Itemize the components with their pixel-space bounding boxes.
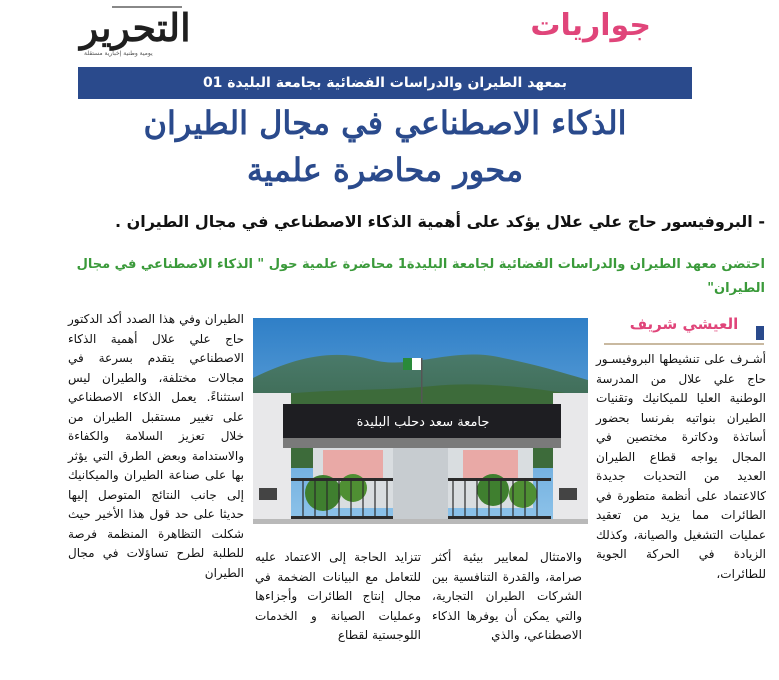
kicker-banner: بمعهد الطيران والدراسات الفضائية بجامعة البليدة 01: [78, 67, 692, 99]
column-text: والامتثال لمعايير بيئية أكثر صرامة، والقدرة التنافسية بين الشركات الطيران التجارية، والتي يمكن أن يوفرها الذكاء الاصطناعي، والذي: [432, 550, 582, 642]
author-name: العيشي شريف: [629, 315, 739, 333]
article-column-middle-left: [255, 548, 421, 646]
gate-sign-text: جامعة سعد دحلب البليدة: [356, 415, 490, 430]
article-photo: [253, 318, 588, 524]
article-intro: احتضن معهد الطيران والدراسات الفضائية لجامعة البليدة1 محاضرة علمية حول " الذكاء الاصطناعي في مجال الطيران": [76, 257, 765, 296]
logo-tagline: يومية وطنية إخبارية مستقلة: [84, 50, 153, 57]
subheadline: - البروفيسور حاج علي علال يؤكد على أهمية الذكاء الاصطناعي في مجال الطيران .: [114, 212, 765, 231]
article-column-middle-right: [432, 548, 582, 646]
column-text: تتزايد الحاجة إلى الاعتماد عليه للتعامل مع البيانات الضخمة في مجال إنتاج الطائرات وأجزاءها وعمليات الصيانة و الخدمات اللوجستية لقطاع: [255, 550, 421, 642]
headline-line-2: محور محاضرة علمية: [246, 151, 524, 189]
article-column-right: [596, 350, 766, 584]
logo-text: التحرير: [80, 5, 191, 50]
newspaper-logo: [80, 4, 232, 58]
column-text: الطيران وفي هذا الصدد أكد الدكتور حاج علي علال أهمية الذكاء الاصطناعي يتقدم بسرعة في مجالات مختلفة، والطيران ليس استثناءً. يعمل الذكاء الاصطناعي على تغيير مستقبل الطيران من خلال تعزيز السلامة والكفاءة والاستدامة وبعض الطرق التي يؤثر بها على صناعة الطيران والميكانيك إلى جانب النتائج المتوصل إليها حديثا على حد قول هذا الأخير حيث شكلت التظاهرة المنظمة فرصة للطلبة لطرح تساؤلات في مجال الطيران: [68, 312, 244, 580]
headline-line-1: الذكاء الاصطناعي في مجال الطيران: [143, 104, 627, 142]
section-title: جواريات: [530, 8, 651, 43]
article-column-left: [68, 310, 244, 583]
column-text: أشـرف على تنشيطها البروفيسـور حاج علي علال من المدرسة الوطنية العليا للميكانيك وتقنيات الطيران بنواتيه بفرنسا بحضور أساتذة ودكاترة مختصين في المجال يواجه قطاع الطيران العديد من التحديات جديدة كالاعتماد على أنظمة متطورة في الطائرات مما يزيد من تعقيد عمليات التشغيل والصيانة، وكذلك الزيادة في الحركة الجوية للطائرات،: [596, 352, 766, 581]
university-gate-photo: [253, 318, 588, 524]
